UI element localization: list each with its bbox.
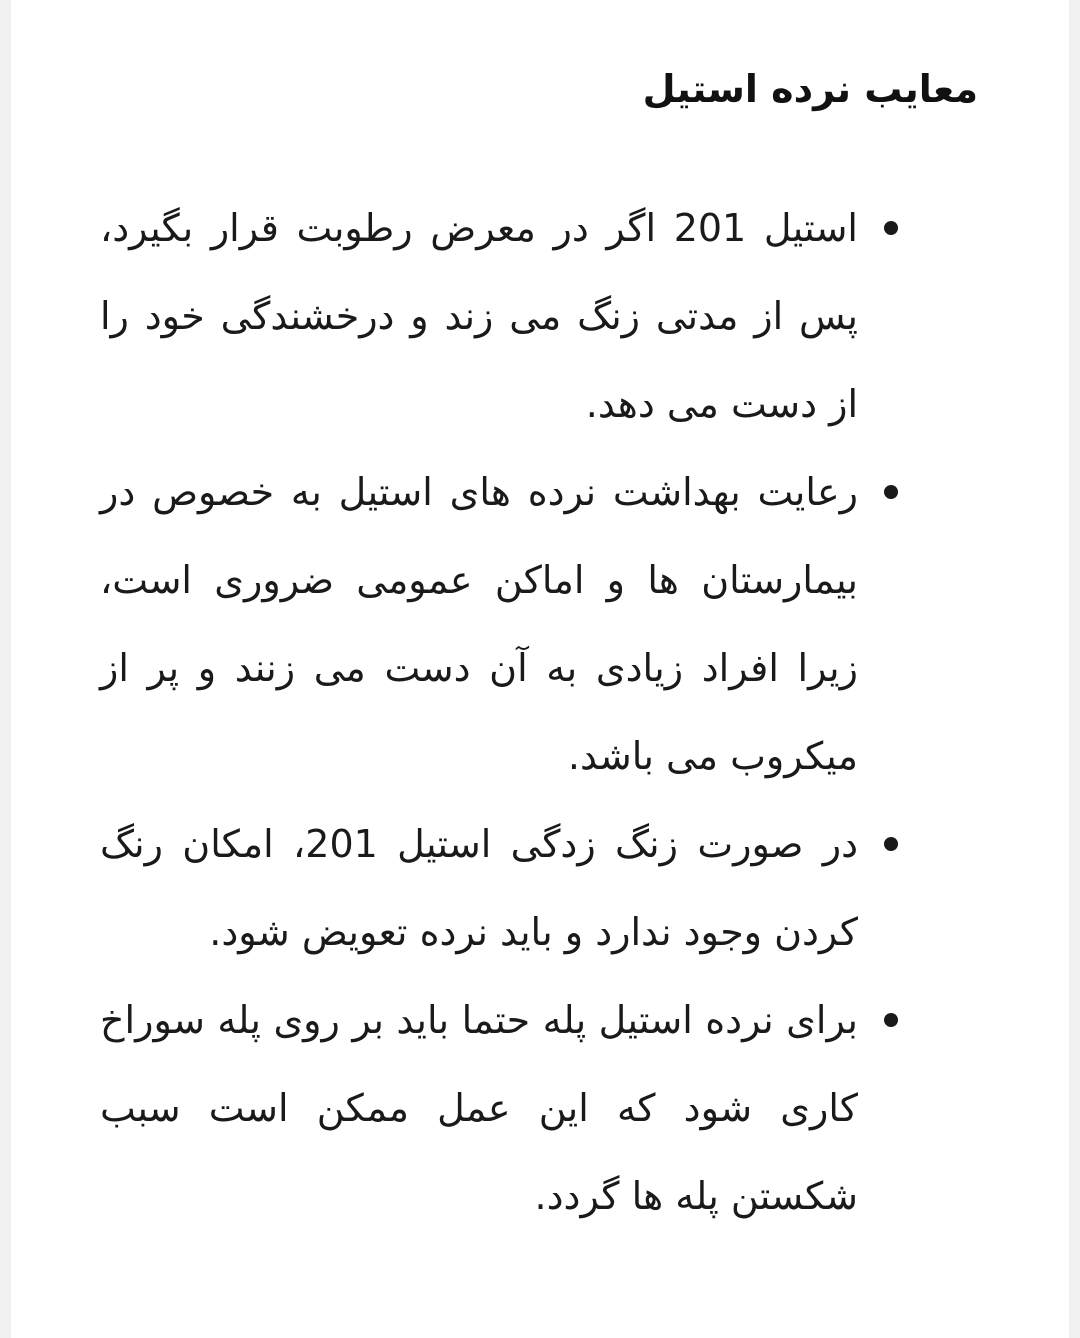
list-item [100,184,978,448]
list-item [100,448,978,800]
right-page-gutter [1069,0,1080,1338]
bullet-icon [884,1013,898,1027]
disadvantages-list [100,184,978,1240]
article-section [100,60,978,1240]
bullet-icon [884,221,898,235]
list-item-text: برای نرده استیل پله حتما باید بر روی پله سوراخ کاری شود که این عمل ممکن است سبب شکستن پله ها گردد. [100,998,858,1218]
left-page-gutter [0,0,11,1338]
list-item-text: در صورت زنگ زدگی استیل 201، امکان رنگ کردن وجود ندارد و باید نرده تعویض شود. [100,822,858,954]
bullet-icon [884,837,898,851]
list-item-text: استیل 201 اگر در معرض رطوبت قرار بگیرد، پس از مدتی زنگ می زند و درخشندگی خود را از دست می دهد. [100,206,858,426]
bullet-icon [884,485,898,499]
list-item [100,800,978,976]
list-item-text: رعایت بهداشت نرده های استیل به خصوص در بیمارستان ها و اماکن عمومی ضروری است، زیرا افراد زیادی به آن دست می زنند و پر از میکروب می باشد. [100,470,858,778]
section-heading: معایب نرده استیل [642,67,978,111]
list-item [100,976,978,1240]
